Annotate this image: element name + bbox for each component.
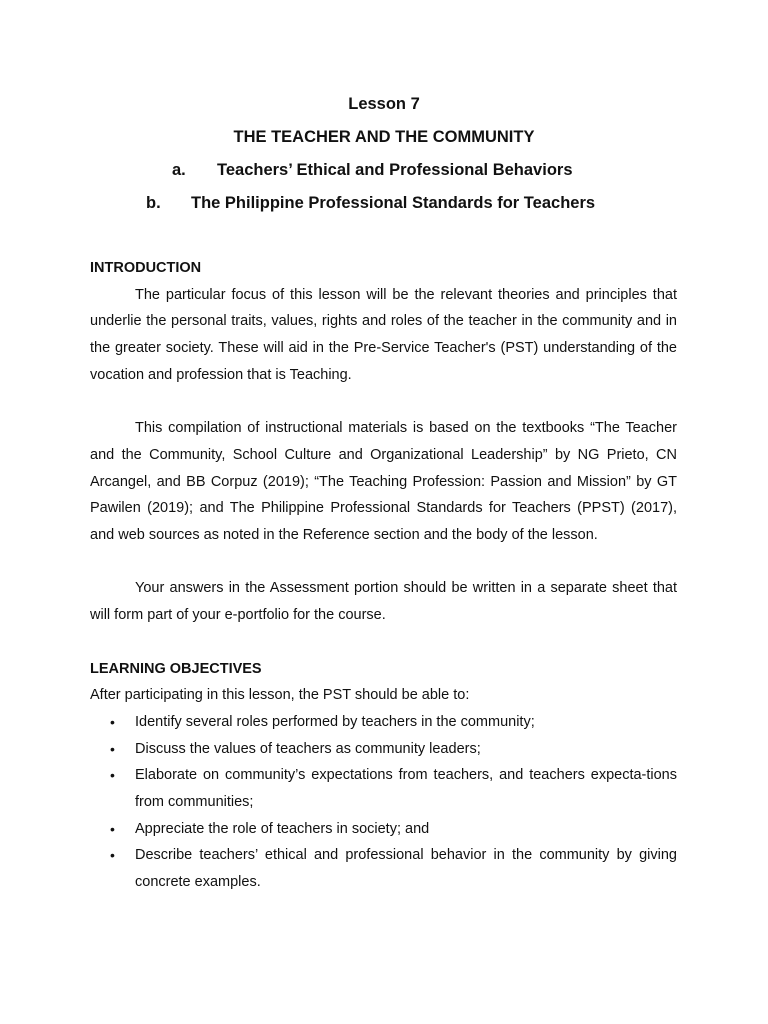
subtitle-b-marker: b.: [146, 194, 161, 212]
bullet-icon: •: [110, 767, 115, 784]
paragraph-spacer: [90, 389, 677, 416]
list-item: [90, 736, 677, 763]
subtitle-b: [90, 191, 678, 224]
subtitle-a-marker: a.: [172, 161, 186, 179]
list-item-text: Appreciate the role of teachers in society; and: [135, 820, 430, 837]
list-item: [90, 816, 677, 843]
list-item: [90, 842, 677, 895]
objectives-intro: After participating in this lesson, the PST should be able to:: [90, 687, 470, 704]
introduction-paragraph-2: This compilation of instructional materials is based on the textbooks “The Teacher and the Community, School Culture and Organizational Leadership” by NG Prieto, CN Arcangel, and BB Corpuz (2019); “The Teaching Profession: Passion and Mission” by GT Pawilen (2019); and The Philippine Professional Standards for Teachers (PPST) (2017), and web sources as noted in the Reference section and the body of the lesson.: [90, 420, 677, 544]
list-item: [90, 709, 677, 736]
bullet-icon: •: [110, 713, 115, 730]
section-spacer: [90, 629, 677, 656]
subtitle-b-text: The Philippine Professional Standards for Teachers: [191, 194, 596, 212]
document-body: [90, 255, 677, 896]
introduction-paragraph-1: The particular focus of this lesson will be the relevant theories and principles that underlie the personal traits, values, rights and roles of the teacher in the community and in the greater society. These will aid in the Pre-Service Teacher's (PST) understanding of the vocation and profession that is Teaching.: [90, 286, 677, 383]
list-item-text: Identify several roles performed by teachers in the community;: [135, 713, 535, 730]
objectives-heading: LEARNING OBJECTIVES: [90, 660, 262, 677]
bullet-icon: •: [110, 847, 115, 864]
bullet-icon: •: [110, 740, 115, 757]
title-block: [90, 92, 678, 224]
introduction-paragraph-3: Your answers in the Assessment portion should be written in a separate sheet that will form part of your e-portfolio for the course.: [90, 580, 677, 624]
paragraph-spacer: [90, 549, 677, 576]
list-item-text: Discuss the values of teachers as community leaders;: [135, 740, 481, 757]
subtitle-a: [90, 158, 678, 191]
lesson-number: Lesson 7: [348, 95, 420, 113]
list-item: [90, 762, 677, 815]
list-item-text: Describe teachers’ ethical and professional behavior in the community by giving concrete examples.: [135, 847, 677, 891]
introduction-heading: INTRODUCTION: [90, 260, 202, 276]
lesson-title: THE TEACHER AND THE COMMUNITY: [233, 128, 535, 146]
objectives-list: [90, 709, 677, 896]
bullet-icon: •: [110, 820, 115, 837]
list-item-text: Elaborate on community’s expectations from teachers, and teachers expecta-tions from communities;: [135, 767, 677, 811]
subtitle-a-text: Teachers’ Ethical and Professional Behaviors: [217, 161, 573, 179]
